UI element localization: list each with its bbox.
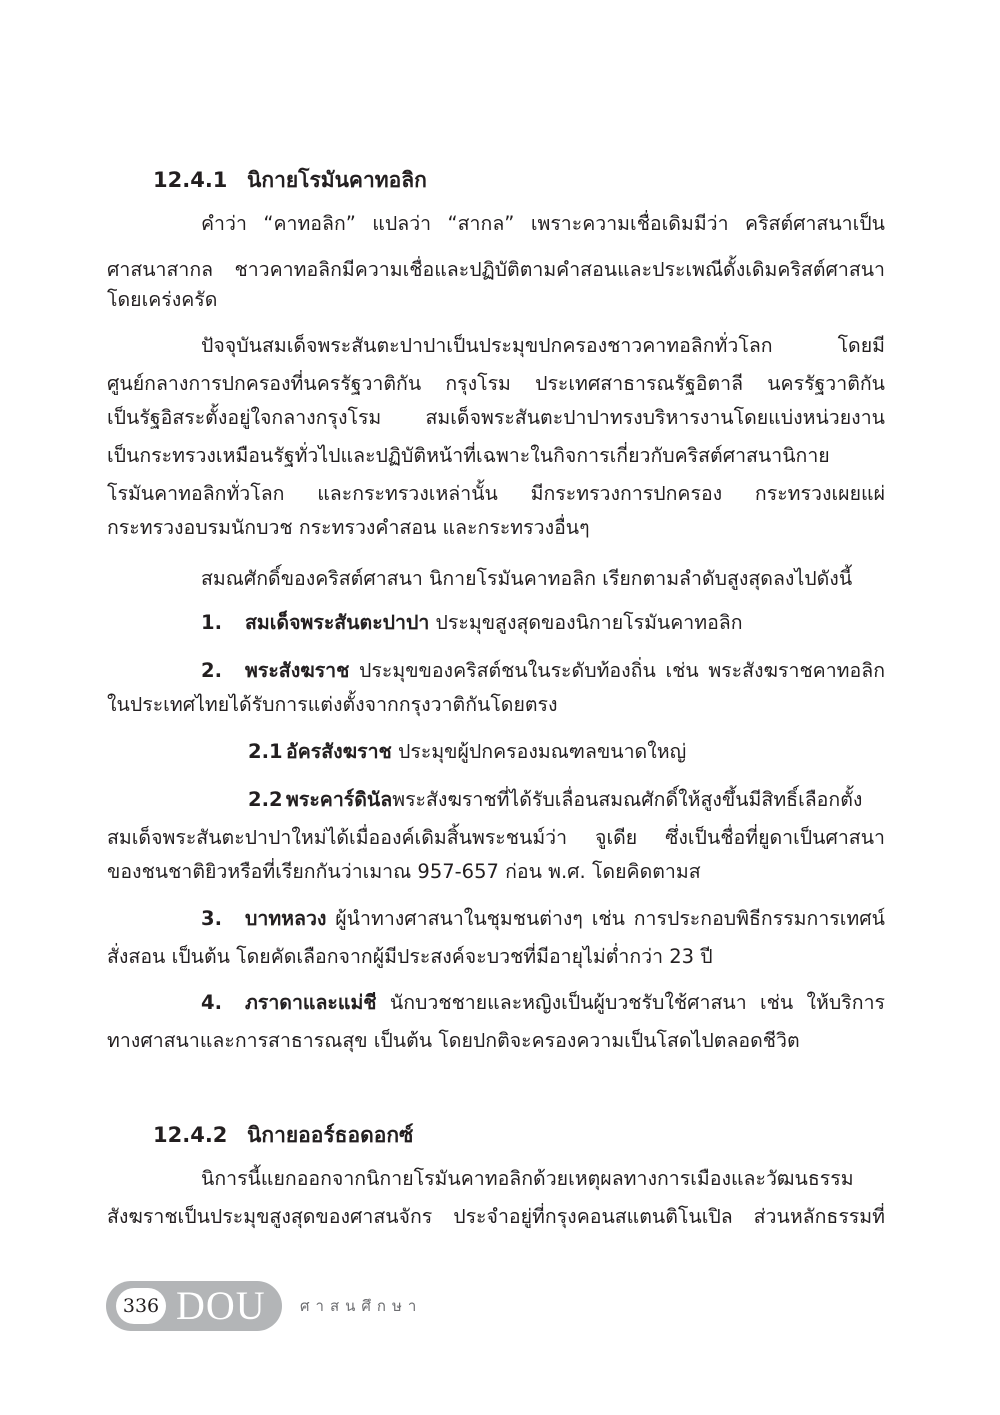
- list-term: บาทหลวง: [245, 907, 327, 930]
- paragraph-line: เป็นกระทรวงเหมือนรัฐทั่วไปและปฏิบัติหน้าที่เฉพาะในกิจการเกี่ยวกับคริสต์ศาสนานิกาย: [107, 444, 830, 467]
- sub-number: 2.1: [248, 740, 283, 763]
- list-item-3: [201, 902, 885, 936]
- paragraph-line: กระทรวงอบรมนักบวช กระทรวงคำสอน และกระทรวงอื่นๆ: [107, 516, 590, 539]
- sub-item-2-2: [248, 783, 885, 817]
- course-title: ศาสนศึกษา: [300, 1297, 423, 1315]
- page-number: 336: [116, 1288, 166, 1324]
- list-text: ประมุขของคริสต์ชนในระดับท้องถิ่น เช่น พระสังฆราชคาทอลิก: [349, 659, 885, 682]
- paragraph-line: โดยเคร่งครัด: [107, 288, 218, 311]
- list-text: ประมุขสูงสุดของนิกายโรมันคาทอลิก: [429, 611, 743, 634]
- paragraph-line: คำว่า “คาทอลิก” แปลว่า “สากล” เพราะความเชื่อเดิมมีว่า คริสต์ศาสนาเป็น: [201, 212, 885, 235]
- list-text: นักบวชชายและหญิงเป็นผู้บวชรับใช้ศาสนา เช่น ให้บริการ: [376, 991, 885, 1014]
- section-heading-12-4-1: [153, 163, 931, 197]
- paragraph-line: ศาสนาสากล ชาวคาทอลิกมีความเชื่อและปฏิบัติตามคำสอนและประเพณีดั้งเดิมคริสต์ศาสนา: [107, 258, 885, 281]
- list-number: 1.: [201, 611, 222, 634]
- brand-logo: DOU: [176, 1283, 266, 1328]
- sub-item-2-1: [248, 735, 1000, 769]
- section-title: นิกายโรมันคาทอลิก: [247, 168, 427, 192]
- paragraph-line: ของชนชาติยิวหรือที่เรียกกันว่าเมาณ 957-657 ก่อน พ.ศ. โดยคิดตามส: [107, 860, 701, 883]
- list-item-2: [201, 654, 885, 688]
- paragraph-line: ศูนย์กลางการปกครองที่นครรัฐวาติกัน กรุงโรม ประเทศสาธารณรัฐอิตาลี นครรัฐวาติกัน: [107, 372, 885, 395]
- list-term: พระสังฆราช: [245, 659, 350, 682]
- list-number: 4.: [201, 991, 222, 1014]
- sub-text: ประมุขผู้ปกครองมณฑลขนาดใหญ่: [391, 740, 687, 763]
- list-item-1: [201, 606, 979, 640]
- section-number: 12.4.2: [153, 1123, 228, 1147]
- section-number: 12.4.1: [153, 168, 228, 192]
- footer-badge: [106, 1281, 282, 1331]
- list-item-4: [201, 986, 885, 1020]
- paragraph-line: เป็นรัฐอิสระตั้งอยู่ใจกลางกรุงโรม สมเด็จพระสันตะปาปาทรงบริหารงานโดยแบ่งหน่วยงาน: [107, 406, 885, 429]
- sub-text: พระสังฆราชที่ได้รับเลื่อนสมณศักดิ์ให้สูงขึ้นมีสิทธิ์เลือกตั้ง: [392, 788, 863, 811]
- list-number: 2.: [201, 659, 222, 682]
- paragraph-line: สั่งสอน เป็นต้น โดยคัดเลือกจากผู้มีประสงค์จะบวชที่มีอายุไม่ต่ำกว่า 23 ปี: [107, 945, 713, 968]
- sub-number: 2.2: [248, 788, 283, 811]
- paragraph-line: สมณศักดิ์ของคริสต์ศาสนา นิกายโรมันคาทอลิก เรียกตามลำดับสูงสุดลงไปดังนี้: [201, 567, 853, 590]
- list-term: ภราดาและแม่ชี: [245, 991, 377, 1014]
- sub-term: อัครสังฆราช: [286, 740, 392, 763]
- list-term: สมเด็จพระสันตะปาปา: [245, 611, 430, 634]
- paragraph-line: สังฆราชเป็นประมุขสูงสุดของศาสนจักร ประจำอยู่ที่กรุงคอนสแตนติโนเปิล ส่วนหลักธรรมที่: [107, 1205, 885, 1228]
- paragraph-line: โรมันคาทอลิกทั่วโลก และกระทรวงเหล่านั้น มีกระทรวงการปกครอง กระทรวงเผยแผ่: [107, 482, 885, 505]
- section-title: นิกายออร์ธอดอกซ์: [247, 1123, 414, 1147]
- list-number: 3.: [201, 907, 222, 930]
- paragraph-line: ปัจจุบันสมเด็จพระสันตะปาปาเป็นประมุขปกครองชาวคาทอลิกทั่วโลก โดยมี: [201, 334, 885, 357]
- section-heading-12-4-2: [153, 1118, 931, 1152]
- paragraph-line: ในประเทศไทยได้รับการแต่งตั้งจากกรุงวาติกันโดยตรง: [107, 693, 558, 716]
- paragraph-line: สมเด็จพระสันตะปาปาใหม่ได้เมื่อองค์เดิมสิ้นพระชนม์ว่า จูเดีย ซึ่งเป็นชื่อที่ยูดาเป็นศาสนา: [107, 826, 885, 849]
- paragraph-line: ทางศาสนาและการสาธารณสุข เป็นต้น โดยปกติจะครองความเป็นโสดไปตลอดชีวิต: [107, 1029, 800, 1052]
- list-text: ผู้นำทางศาสนาในชุมชนต่างๆ เช่น การประกอบพิธีกรรมการเทศน์: [326, 907, 885, 930]
- paragraph-line: นิการนี้แยกออกจากนิกายโรมันคาทอลิกด้วยเหตุผลทางการเมืองและวัฒนธรรม: [201, 1167, 854, 1190]
- sub-term: พระคาร์ดินัล: [286, 788, 393, 811]
